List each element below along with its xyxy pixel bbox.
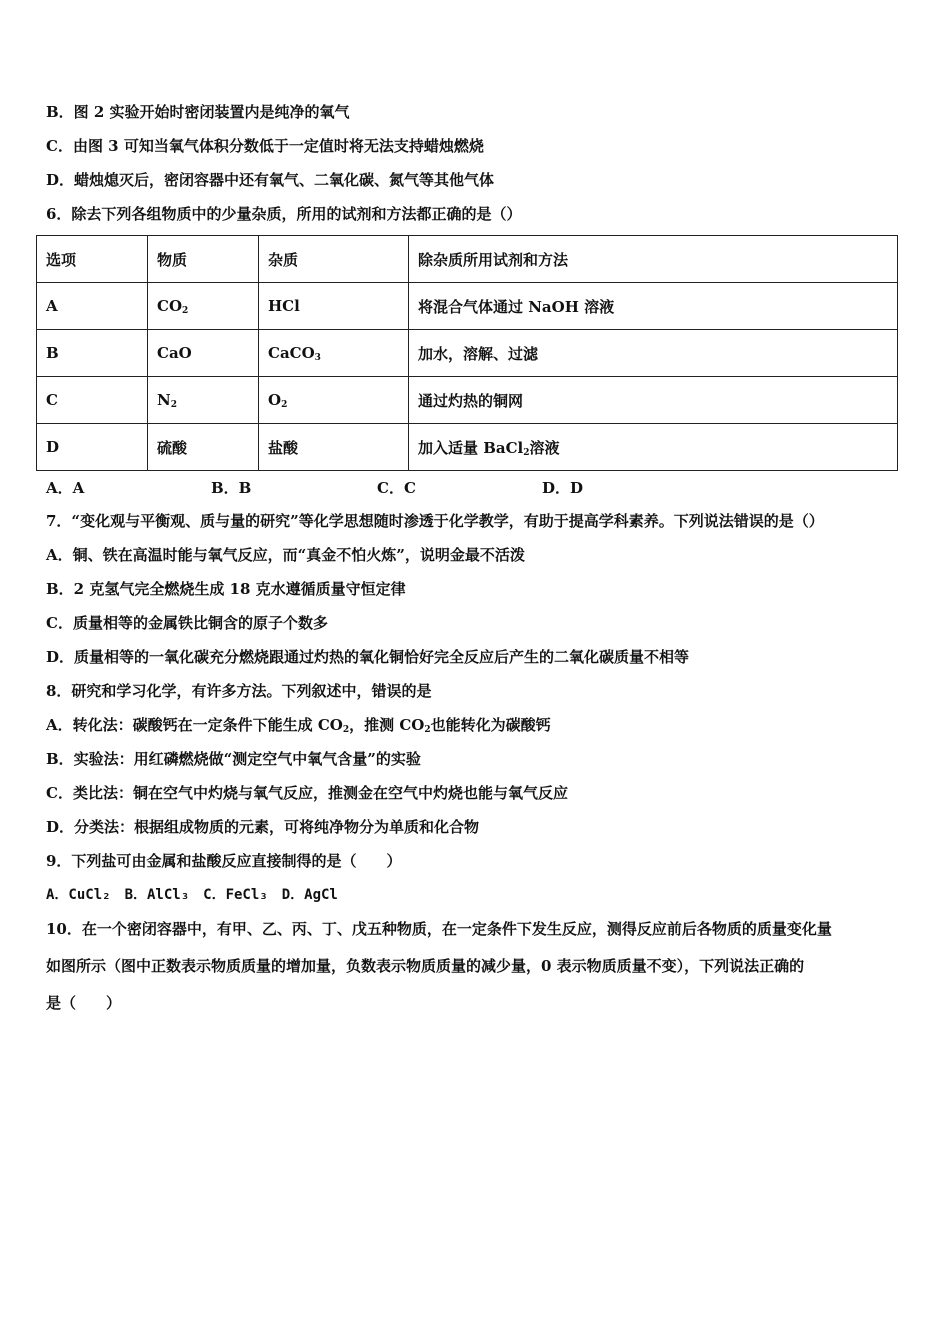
q7-option-a: A．铜、铁在高温时能与氧气反应，而“真金不怕火炼”，说明金最不活泼	[46, 546, 525, 564]
row-option: A	[37, 283, 148, 330]
row-substance: $CO_2$	[148, 283, 259, 330]
q5-option-b: B．图 2 实验开始时密闭装置内是纯净的氧气	[46, 103, 350, 121]
table-row	[37, 424, 898, 471]
q7-option-b: B．2 克氢气完全燃烧生成 18 克水遵循质量守恒定律	[46, 580, 406, 598]
row-impurity: $O_2$	[259, 377, 409, 424]
header-substance: 物质	[148, 236, 259, 283]
q8-option-a: A．转化法：碳酸钙在一定条件下能生成 $CO_2$，推测 $CO_2$也能转化为碳酸钙	[46, 716, 551, 735]
q10-line-3: 是（ ）	[46, 994, 122, 1012]
table-row	[37, 283, 898, 330]
table-row	[37, 330, 898, 377]
q6-table	[36, 235, 898, 471]
row-option: D	[37, 424, 148, 471]
row-impurity: HCl	[259, 283, 409, 330]
q7-option-d: D．质量相等的一氧化碳充分燃烧跟通过灼热的氧化铜恰好完全反应后产生的二氧化碳质量不相等	[46, 648, 690, 666]
q9-options: A．CuCl₂ B．AlCl₃ C．FeCl₃ D．AgCl	[46, 887, 338, 903]
q10-line-2: 如图所示（图中正数表示物质质量的增加量，负数表示物质质量的减少量，0 表示物质质量不变），下列说法正确的	[46, 957, 805, 975]
row-method: 加入适量 BaCl$_2$溶液	[409, 424, 898, 471]
header-method: 除杂质所用试剂和方法	[409, 236, 898, 283]
row-method: 通过灼热的铜网	[409, 377, 898, 424]
row-impurity: CaCO$_3$	[259, 330, 409, 377]
q6-choice-b: B．B	[211, 479, 252, 497]
table-row	[37, 377, 898, 424]
q6-choice-c: C．C	[377, 479, 416, 497]
row-method: 将混合气体通过 NaOH 溶液	[409, 283, 898, 330]
q7-stem: 7．“变化观与平衡观、质与量的研究”等化学思想随时渗透于化学教学，有助于提高学科素养。下列说法错误的是（）	[46, 512, 824, 530]
header-impurity: 杂质	[259, 236, 409, 283]
q5-option-d: D．蜡烛熄灭后，密闭容器中还有氧气、二氧化碳、氮气等其他气体	[46, 171, 495, 189]
row-substance: $N_2$	[148, 377, 259, 424]
q9-stem: 9．下列盐可由金属和盐酸反应直接制得的是（ ）	[46, 852, 402, 870]
q5-option-c: C．由图 3 可知当氧气体积分数低于一定值时将无法支持蜡烛燃烧	[46, 137, 484, 155]
table-header-row	[37, 236, 898, 283]
q6-stem: 6．除去下列各组物质中的少量杂质，所用的试剂和方法都正确的是（）	[46, 205, 522, 223]
row-method: 加水，溶解、过滤	[409, 330, 898, 377]
header-option: 选项	[37, 236, 148, 283]
row-option: C	[37, 377, 148, 424]
row-substance: 硫酸	[148, 424, 259, 471]
q7-option-c: C．质量相等的金属铁比铜含的原子个数多	[46, 614, 328, 632]
q8-option-b: B．实验法：用红磷燃烧做“测定空气中氧气含量”的实验	[46, 750, 421, 768]
q6-choice-d: D．D	[542, 479, 584, 497]
q8-option-d: D．分类法：根据组成物质的元素，可将纯净物分为单质和化合物	[46, 818, 480, 836]
q8-stem: 8．研究和学习化学，有许多方法。下列叙述中，错误的是	[46, 682, 432, 700]
row-substance: CaO	[148, 330, 259, 377]
q6-choice-a: A．A	[46, 479, 85, 497]
row-impurity: 盐酸	[259, 424, 409, 471]
q8-option-c: C．类比法：铜在空气中灼烧与氧气反应，推测金在空气中灼烧也能与氧气反应	[46, 784, 568, 802]
row-option: B	[37, 330, 148, 377]
q10-line-1: 10．在一个密闭容器中，有甲、乙、丙、丁、戊五种物质，在一定条件下发生反应，测得反应前后各物质的质量变化量	[46, 920, 832, 938]
